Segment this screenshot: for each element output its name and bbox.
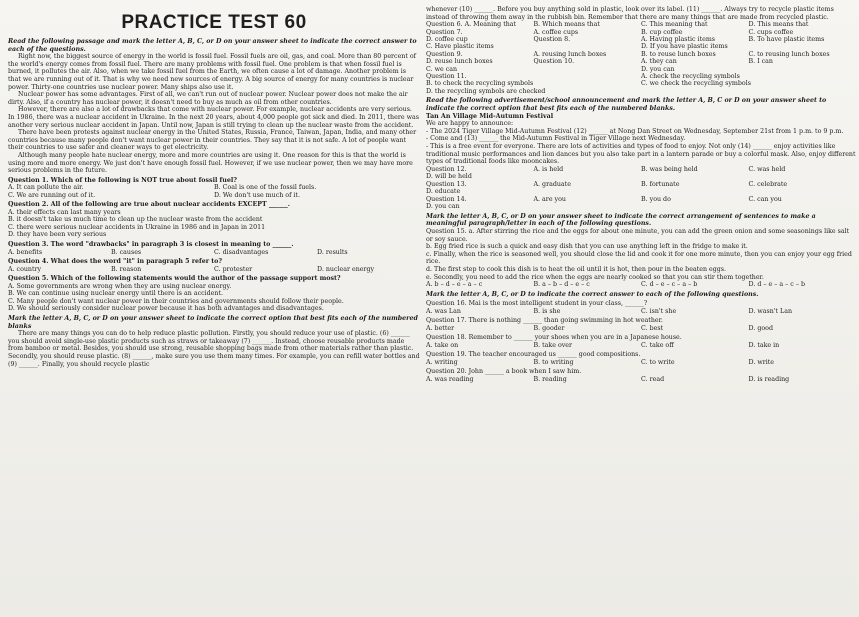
option-b[interactable]: B. Which means that xyxy=(533,21,600,29)
option-c[interactable]: C. we check the recycling symbols xyxy=(641,80,751,88)
option-b[interactable]: B. a – b – d – e – c xyxy=(533,281,590,289)
answer-options xyxy=(426,196,856,203)
option-a[interactable]: A. they can xyxy=(641,58,677,66)
option-c[interactable]: C. to write xyxy=(641,358,675,366)
question-stem: Question 4. What does the word "it" in paragraph 5 refer to? xyxy=(8,258,223,266)
answer-options xyxy=(8,266,420,273)
option-d[interactable]: D. This means that xyxy=(748,21,809,29)
option-d[interactable]: D. the recycling symbols are checked xyxy=(426,87,546,95)
option-b[interactable]: B. it doesn't take us much time to clean up the nuclear waste from the accident xyxy=(8,216,263,224)
option-d[interactable]: D. write xyxy=(748,358,774,366)
option-b[interactable]: B. reading xyxy=(533,375,567,383)
option-c[interactable]: C. there were serious nuclear accidents in Ukraine in 1986 and in Japan in 2011 xyxy=(8,223,266,231)
cloze-continuation: whenever (10) ______. Before you buy anything sold in plastic, look over its label. (11) ______. Always try to recycle plastic items instead of throwing them away in the rubbish bin. Remember that there are many things that are made from recycled plastic. xyxy=(426,6,834,21)
option-b[interactable]: B. We can continue using nuclear energy until there is an accident. xyxy=(8,290,223,298)
option-b[interactable]: B. causes xyxy=(111,248,142,256)
option-d[interactable]: D. results xyxy=(317,248,348,256)
answer-options xyxy=(426,281,856,288)
option-a[interactable]: A. writing xyxy=(426,358,458,366)
option-a[interactable]: A. their effects can last many years xyxy=(8,208,121,216)
option-a[interactable]: A. Some governments are wrong when they are using nuclear energy. xyxy=(8,282,232,290)
answer-options xyxy=(426,43,856,50)
option-b[interactable]: B. To have plastic items xyxy=(748,36,825,43)
answer-options xyxy=(426,325,856,332)
question-stem: Question 3. The word "drawbacks" in paragraph 3 is closest in meaning to ______. xyxy=(8,241,294,249)
option-a[interactable]: A. check the recycling symbols xyxy=(641,73,740,81)
option-b[interactable]: B. fortunate xyxy=(641,180,680,188)
arrangement-sentence: b. Egg fried rice is such a quick and easy dish that you can use anything left in the fridge to make it. xyxy=(426,243,748,251)
option-c[interactable]: C. d – e – c – a – b xyxy=(641,281,698,289)
option-d[interactable]: D. educate xyxy=(426,188,461,196)
answer-options xyxy=(426,376,856,383)
option-d[interactable]: D. coffee cup xyxy=(426,36,468,43)
advertisement-line: - Come and (13) ______ the Mid-Autumn Festival in Tiger Village next Wednesday. xyxy=(426,135,686,143)
option-c[interactable]: C. cups coffee xyxy=(748,28,794,36)
answer-options xyxy=(426,21,856,28)
option-b[interactable]: B. you do xyxy=(641,195,671,203)
cloze-passage: There are many things you can do to help reduce plastic pollution. Firstly, you should reduce your use of plastic. (6) ______ you should avoid single-use plastic products such as straws or takeaway (7) ______. Instead, choose reusable products made from bamboo or metal. Besides, you should use strong, reusable shopping bags made from other materials rather than plastic. Secondly, you should reuse plastic. (8) ______, make sure you use them many times. For example, you can refill water bottles and (9) ______. Finally, you should recycle plastic xyxy=(8,330,420,368)
option-b[interactable]: B. I can xyxy=(748,58,773,66)
question-stem: Question 16. Mai is the most intelligent student in your class, ______? xyxy=(426,300,648,308)
answer-options xyxy=(426,308,856,315)
answer-options xyxy=(426,36,856,43)
option-d[interactable]: D. you can xyxy=(641,65,675,73)
arrangement-sentence: e. Secondly, you need to add the rice when the eggs are nearly cooked so that you can stir them together. xyxy=(426,273,764,281)
answer-options xyxy=(8,249,420,256)
answer-options xyxy=(426,73,856,88)
option-c[interactable]: C. disadvantages xyxy=(214,248,269,256)
option-c[interactable]: C. Many people don't want nuclear power in their countries and governments should follow their people. xyxy=(8,297,344,305)
question-stem: Question 5. Which of the following statements would the author of the passage support most? xyxy=(8,275,341,283)
option-b[interactable]: B. is she xyxy=(533,307,561,315)
passage-paragraph: Nuclear power has some advantages. First of all, we can't run out of nuclear power. Nuclear power does not make the air dirty. Also, if a country has nuclear power, it doesn't need to buy as much as oil from other countries. xyxy=(8,91,408,106)
right-column xyxy=(426,6,856,613)
question-stem: Question 8. xyxy=(533,36,571,43)
question-stem: Question 10. xyxy=(533,58,575,66)
option-d[interactable]: D. d – e – a – c – b xyxy=(748,281,806,289)
question-stem: Question 7. xyxy=(426,28,463,36)
question-stem: Question 14. xyxy=(426,195,467,203)
option-b[interactable]: B. was being held xyxy=(641,165,698,173)
option-a[interactable]: A. coffee cups xyxy=(533,28,579,36)
arrangement-sentence: Question 15. a. After stirring the rice and the eggs for about one minute, you can add the green onion and some seasonings like salt or soy sauce. xyxy=(426,227,850,243)
option-a[interactable]: A. take on xyxy=(426,341,459,349)
option-a[interactable]: A. graduate xyxy=(533,180,571,188)
answer-options xyxy=(426,51,856,58)
option-b[interactable]: B. Coal is one of the fossil fuels. xyxy=(214,184,317,192)
option-c[interactable]: C. can you xyxy=(748,195,782,203)
option-b[interactable]: B. reason xyxy=(111,265,142,273)
question-stem: Question 11. xyxy=(426,73,467,81)
passage-paragraph: Although many people hate nuclear energy, more and more countries are using it. One reason for this is that the world is using more and more energy. We just don't have enough fossil fuel. However, if we use nuclear power, then we may have more serious problems in the future. xyxy=(8,151,413,175)
option-c[interactable]: C. celebrate xyxy=(748,180,788,188)
option-d[interactable]: D. good xyxy=(748,324,773,332)
option-d[interactable]: D. will be held xyxy=(426,173,472,181)
option-c[interactable]: C. This meaning that xyxy=(641,21,708,29)
option-a[interactable]: A. better xyxy=(426,324,455,332)
option-a[interactable]: A. are you xyxy=(533,195,566,203)
question-stem: Question 19. The teacher encouraged us ______ good compositions. xyxy=(426,351,641,359)
option-b[interactable]: B. take over xyxy=(533,341,573,349)
option-b[interactable]: B. to check the recycling symbols xyxy=(426,80,534,88)
advertisement-line: We are happy to announce: xyxy=(426,120,514,128)
passage-paragraph: However, there are also a lot of drawbacks that come with nuclear power. For example, nuclear accidents are very serious. In 1986, there was a nuclear accident in Ukraine. In the next 20 years, about 4,000 people got sick and died. In 2011, there was another very serious nuclear accident in Japan. Until now, Japan is still trying to clean up the nuclear waste from the accident. xyxy=(8,106,419,129)
option-c[interactable]: C. We are running out of it. xyxy=(8,191,96,199)
option-c[interactable]: C. we can xyxy=(426,65,458,73)
option-a[interactable]: A. It can pollute the air. xyxy=(8,184,84,192)
option-a[interactable]: A. b – d – e – a – c xyxy=(426,281,483,289)
option-d[interactable]: D. is reading xyxy=(748,375,790,383)
question-stem: Question 12. xyxy=(426,165,467,173)
option-a[interactable]: A. country xyxy=(8,265,42,273)
option-a[interactable]: A. was reading xyxy=(426,375,474,383)
option-c[interactable]: C. read xyxy=(641,375,665,383)
answer-options xyxy=(426,166,856,173)
advertisement-line: - This is a free event for everyone. There are lots of activities and types of food to enjoy. Not only (14) ______ enjoy activities like traditional music performances and lion dances but you also take part in a lantern parade or buy a colorful mask. Also, enjoy different types of traditional foods like mooncakes. xyxy=(426,143,856,166)
option-a[interactable]: A. was Lan xyxy=(426,307,461,315)
option-d[interactable]: D. reuse lunch boxes xyxy=(426,58,493,66)
option-d[interactable]: D. We don't use much of it. xyxy=(214,191,300,199)
arrangement-sentence: c. Finally, when the rice is seasoned well, you should close the lid and cook it for one more minute, then you can enjoy your egg fried rice. xyxy=(426,250,852,266)
option-a[interactable]: A. reusing lunch boxes xyxy=(533,50,607,58)
option-d[interactable]: D. We should seriously consider nuclear power because it has both advantages and disadvantages. xyxy=(8,305,324,313)
question-stem: Question 18. Remember to ______ your shoes when you are in a Japanese house. xyxy=(426,334,682,342)
advertisement-line: - The 2024 Tiger Village Mid-Autumn Festival (12) ______ at Nong Dan Street on Wednesday, September 21st from 1 p.m. to 9 p.m. xyxy=(426,127,844,135)
option-d[interactable]: D. they have been very serious xyxy=(8,231,107,239)
option-d[interactable]: D. you can xyxy=(426,203,460,211)
answer-options xyxy=(426,58,856,65)
option-d[interactable]: D. wasn't Lan xyxy=(748,307,793,315)
option-c[interactable]: C. take off xyxy=(641,341,674,349)
passage-paragraph: There have been protests against nuclear energy in the United States, Russia, France, Taiwan, Japan, India, and many other countries because many people don't want nuclear power in their countries. They say that it is not safe. A lot of people want their countries to use safer and cleaner ways to get electricity. xyxy=(8,129,417,152)
reading-instructions: Read the following passage and mark the letter A, B, C, or D on your answer sheet to indicate the correct answer to each of the questions. xyxy=(8,38,417,53)
question-stem: Question 1. Which of the following is NOT true about fossil fuel? xyxy=(8,176,237,184)
option-d[interactable]: D. take in xyxy=(748,341,780,349)
option-c[interactable]: C. protester xyxy=(214,265,253,273)
answer-options xyxy=(426,66,856,73)
question-stem: Question 6. A. Meaning that xyxy=(426,21,517,29)
answer-options xyxy=(426,181,856,188)
question-stem: Question 2. All of the following are true about nuclear accidents EXCEPT ______. xyxy=(8,201,290,209)
advertisement-title: Tan An Village Mid-Autumn Festival xyxy=(426,112,554,120)
option-b[interactable]: B. gooder xyxy=(533,324,565,332)
arrangement-instructions: Mark the letter A, B, C, or D on your answer sheet to indicate the correct arrangement of sentences to make a meaningful paragraph/letter in each of the following questions. xyxy=(426,212,816,228)
arrangement-sentence: d. The first step to cook this dish is to heat the oil until it is hot, then pour in the beaten eggs. xyxy=(426,265,727,273)
page-title: PRACTICE TEST 60 xyxy=(121,12,307,33)
question-stem: Question 13. xyxy=(426,180,467,188)
answer-options xyxy=(8,184,420,199)
option-c[interactable]: C. to reusing lunch boxes xyxy=(748,50,830,58)
question-stem: Question 17. There is nothing ______ than going swimming in hot weather. xyxy=(426,317,663,325)
option-a[interactable]: A. is held xyxy=(533,165,564,173)
question-stem: Question 20. John ______ a book when I saw him. xyxy=(426,368,582,376)
option-a[interactable]: A. Having plastic items xyxy=(641,36,716,43)
option-c[interactable]: C. was held xyxy=(748,165,786,173)
option-b[interactable]: B. to writing xyxy=(533,358,574,366)
option-c[interactable]: C. best xyxy=(641,324,664,332)
left-column xyxy=(8,6,420,613)
option-d[interactable]: D. If you have plastic items xyxy=(641,43,728,51)
option-c[interactable]: C. Have plastic items xyxy=(426,43,494,51)
question-stem: Question 9. xyxy=(426,50,463,58)
option-c[interactable]: C. isn't she xyxy=(641,307,677,315)
option-b[interactable]: B. to reuse lunch boxes xyxy=(641,50,716,58)
answer-options xyxy=(426,342,856,349)
answer-options xyxy=(426,359,856,366)
option-d[interactable]: D. nuclear energy xyxy=(317,265,375,273)
option-a[interactable]: A. benefits xyxy=(8,248,43,256)
advertisement-instructions: Read the following advertisement/school announcement and mark the letter A, B, C or D on your answer sheet to indicate the correct option that best fits each of the numbered blanks. xyxy=(426,97,827,113)
answer-options xyxy=(426,29,856,36)
response-instructions: Mark the letter A, B, C, or D to indicate the correct answer to each of the following questions. xyxy=(426,290,759,298)
option-b[interactable]: B. cup coffee xyxy=(641,28,683,36)
passage-paragraph: Right now, the biggest source of energy in the world is fossil fuel. Fossil fuels are oil, gas, and coal. More than 80 percent of the world's energy comes from fossil fuel. There are many problems with fossil fuel. One problem is that when fossil fuel is burned, it pollutes the air. Also, when we take fossil fuel from the Earth, we often cause a lot of damage. Another problem is that we are running out of it. That is why we need new sources of energy. A big source of energy for many countries is nuclear power. Thirty-one countries use nuclear power. Many ships also use it. xyxy=(8,53,417,91)
cloze-instructions: Mark the letter A, B, C, or D on your answer sheet to indicate the correct option that best fits each of the numbered blanks xyxy=(8,315,418,330)
